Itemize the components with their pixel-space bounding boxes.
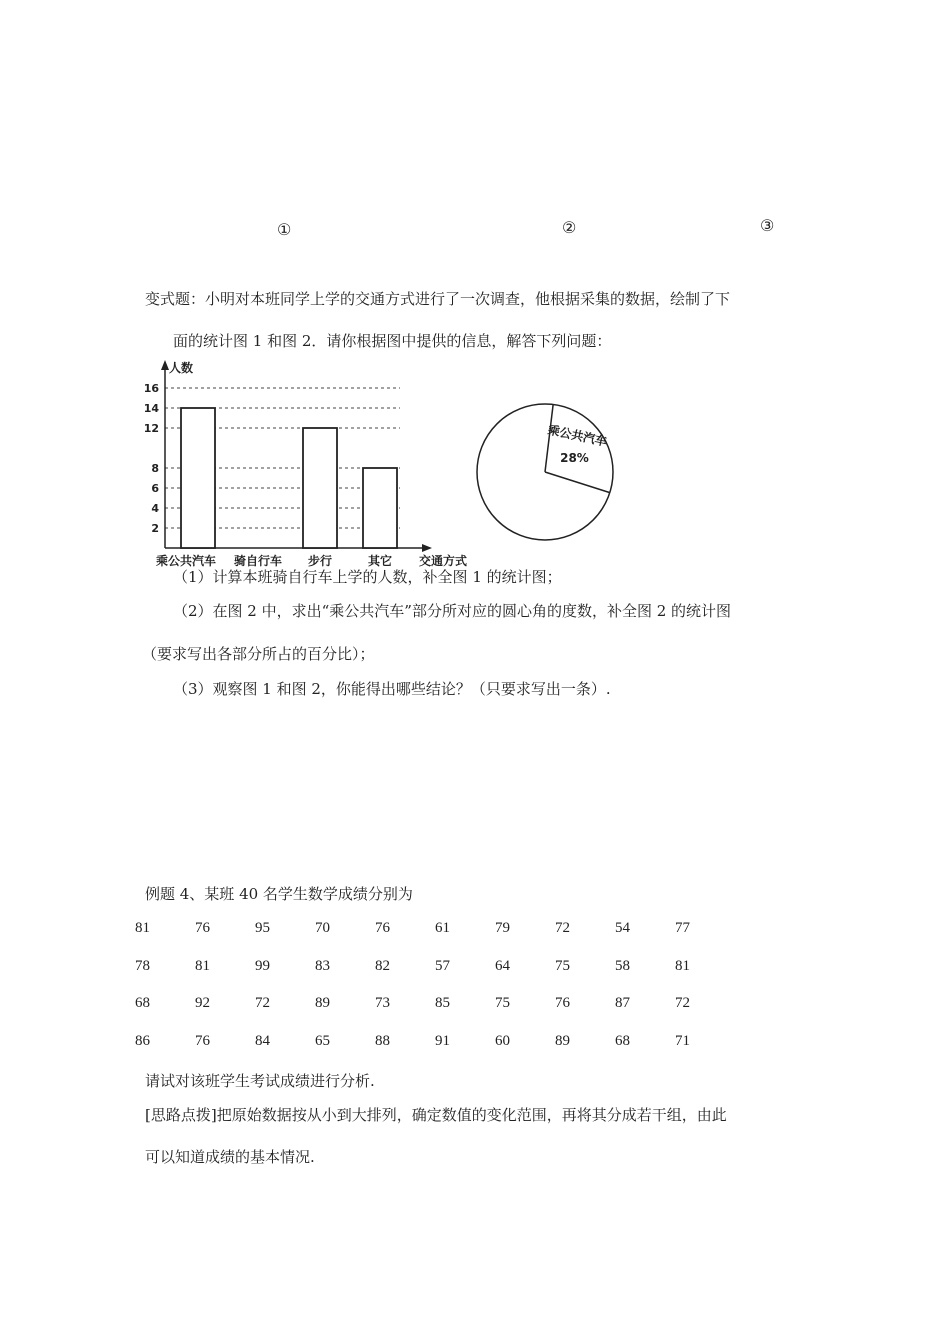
question-3: （3）观察图 1 和图 2，你能得出哪些结论？（只要求写出一条）. <box>173 680 611 698</box>
score-cell: 81 <box>675 958 690 974</box>
score-cell: 64 <box>495 958 510 974</box>
x-category-label: 其它 <box>367 554 393 568</box>
variant-intro-line2: 面的统计图 1 和图 2．请你根据图中提供的信息，解答下列问题： <box>173 332 612 350</box>
score-cell: 89 <box>555 1033 570 1049</box>
score-cell: 60 <box>495 1033 510 1049</box>
score-cell: 65 <box>315 1033 330 1049</box>
score-cell: 87 <box>615 995 630 1011</box>
question-2-line1: （2）在图 2 中，求出“乘公共汽车”部分所对应的圆心角的度数，补全图 2 的统计图 <box>173 602 732 620</box>
score-cell: 72 <box>675 995 690 1011</box>
example4-task: 请试对该班学生考试成绩进行分析. <box>145 1072 375 1090</box>
y-tick-label: 12 <box>143 422 159 435</box>
score-cell: 61 <box>435 920 450 936</box>
score-cell: 84 <box>255 1033 270 1049</box>
bar <box>363 468 397 548</box>
score-cell: 68 <box>135 995 150 1011</box>
y-tick-label: 6 <box>151 482 159 495</box>
score-cell: 76 <box>375 920 390 936</box>
pie-slice-label: 乘公共汽车 <box>546 422 609 449</box>
bar <box>303 428 337 548</box>
y-tick-label: 16 <box>143 382 159 395</box>
example4-title: 例题 4、某班 40 名学生数学成绩分别为 <box>145 885 413 903</box>
x-category-label: 乘公共汽车 <box>155 554 217 568</box>
bar-chart-figure1 <box>125 358 485 570</box>
score-cell: 58 <box>615 958 630 974</box>
score-cell: 88 <box>375 1033 390 1049</box>
score-cell: 71 <box>675 1033 690 1049</box>
y-tick-label: 8 <box>151 462 159 475</box>
score-cell: 82 <box>375 958 390 974</box>
example4-hint-line1: [思路点拨]把原始数据按从小到大排列，确定数值的变化范围，再将其分成若干组，由此 <box>145 1106 727 1124</box>
y-tick-label: 4 <box>151 502 159 515</box>
score-cell: 76 <box>195 1033 210 1049</box>
marker-3: ③ <box>760 216 775 235</box>
score-cell: 78 <box>135 958 150 974</box>
question-1: （1）计算本班骑自行车上学的人数，补全图 1 的统计图； <box>173 568 562 586</box>
y-tick-label: 2 <box>151 522 159 535</box>
score-cell: 73 <box>375 995 390 1011</box>
score-cell: 77 <box>675 920 690 936</box>
score-cell: 85 <box>435 995 450 1011</box>
score-cell: 81 <box>135 920 150 936</box>
score-cell: 92 <box>195 995 210 1011</box>
x-axis-arrow <box>422 544 432 552</box>
y-axis-label: 人数 <box>169 361 194 375</box>
score-cell: 57 <box>435 958 450 974</box>
score-cell: 75 <box>495 995 510 1011</box>
score-cell: 54 <box>615 920 630 936</box>
score-cell: 81 <box>195 958 210 974</box>
pie-slice-percent: 28% <box>560 450 589 465</box>
score-cell: 68 <box>615 1033 630 1049</box>
score-cell: 76 <box>555 995 570 1011</box>
y-tick-label: 14 <box>143 402 159 415</box>
pie-chart-figure2 <box>470 372 620 554</box>
score-cell: 89 <box>315 995 330 1011</box>
score-cell: 91 <box>435 1033 450 1049</box>
score-cell: 83 <box>315 958 330 974</box>
x-category-label: 步行 <box>307 554 333 568</box>
score-cell: 75 <box>555 958 570 974</box>
score-cell: 76 <box>195 920 210 936</box>
score-cell: 99 <box>255 958 270 974</box>
y-axis-arrow <box>161 360 169 370</box>
marker-2: ② <box>562 218 577 237</box>
marker-1: ① <box>277 220 292 239</box>
score-cell: 72 <box>255 995 270 1011</box>
score-cell: 86 <box>135 1033 150 1049</box>
question-2-line2: （要求写出各部分所占的百分比）； <box>142 645 375 663</box>
bar <box>181 408 215 548</box>
example4-hint-line2: 可以知道成绩的基本情况. <box>145 1148 315 1166</box>
score-cell: 95 <box>255 920 270 936</box>
score-cell: 70 <box>315 920 330 936</box>
x-axis-label: 交通方式 <box>419 554 468 568</box>
variant-intro-line1: 变式题：小明对本班同学上学的交通方式进行了一次调查，他根据采集的数据，绘制了下 <box>145 290 731 308</box>
score-cell: 79 <box>495 920 510 936</box>
x-category-label: 骑自行车 <box>233 554 283 568</box>
score-cell: 72 <box>555 920 570 936</box>
